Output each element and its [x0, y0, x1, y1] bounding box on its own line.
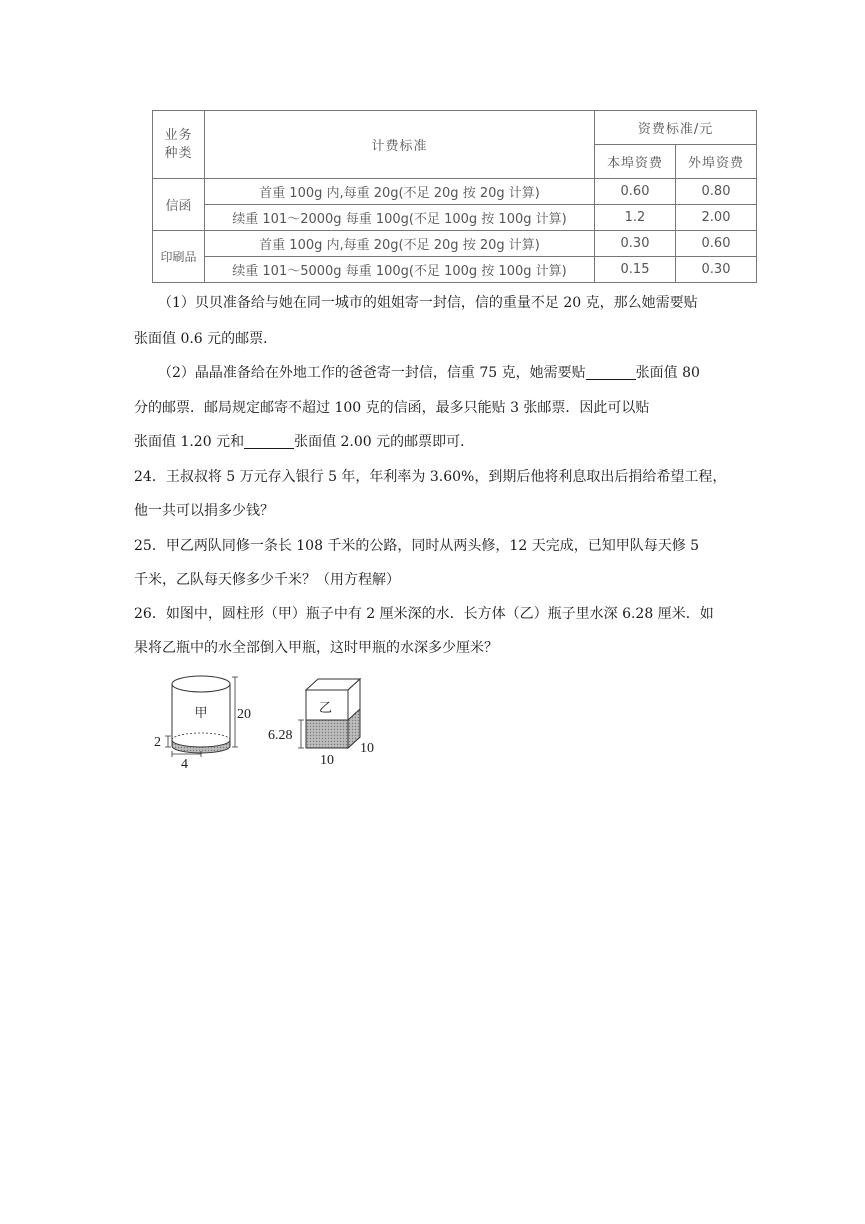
cylinder-diameter-label: 4	[181, 757, 188, 772]
cuboid-bottle-yi	[268, 679, 374, 768]
rate-local: 0.15	[595, 257, 676, 283]
rate-local: 1.2	[595, 205, 676, 231]
header-business-type: 业务种类	[153, 111, 205, 179]
answer-blank[interactable]	[586, 363, 636, 380]
q23-part1-line1: （1）贝贝准备给与她在同一城市的姐姐寄一封信，信的重量不足 20 克，那么她需要贴	[158, 295, 698, 311]
rate-local: 0.60	[595, 179, 676, 205]
cuboid-water-depth-label: 6.28	[268, 728, 293, 743]
q26-line2: 果将乙瓶中的水全部倒入甲瓶，这时甲瓶的水深多少厘米？	[134, 640, 498, 656]
cuboid-depth-label: 10	[360, 741, 374, 756]
rate-standard: 首重 100g 内,每重 20g(不足 20g 按 20g 计算)	[205, 179, 595, 205]
header-nonlocal-fee: 外埠资费	[676, 145, 757, 179]
q23-part2-text-b: 张面值 80	[635, 365, 700, 381]
cylinder-water-depth-label: 2	[154, 735, 161, 750]
q25-line2: 千米，乙队每天修多少千米？（用方程解）	[134, 572, 400, 588]
rate-nonlocal: 0.30	[676, 257, 757, 283]
category-printed-matter: 印刷品	[153, 231, 205, 283]
rate-nonlocal: 0.80	[676, 179, 757, 205]
cylinder-label: 甲	[194, 705, 208, 720]
rate-nonlocal: 2.00	[676, 205, 757, 231]
q23-part2-line2: 分的邮票．邮局规定邮寄不超过 100 克的信函，最多只能贴 3 张邮票．因此可以贴	[134, 400, 650, 416]
q23-part2-text-d: 张面值 2.00 元的邮票即可．	[294, 434, 475, 450]
rate-standard: 续重 101～2000g 每重 100g(不足 100g 按 100g 计算)	[205, 205, 595, 231]
q23-part1-line2: 张面值 0.6 元的邮票．	[134, 331, 278, 347]
cylinder-bottle-jia	[154, 676, 251, 772]
rate-standard: 续重 101～5000g 每重 100g(不足 100g 按 100g 计算)	[205, 257, 595, 283]
rate-nonlocal: 0.60	[676, 231, 757, 257]
q24-line2: 他一共可以捐多少钱？	[134, 503, 274, 519]
q23-part2-text-c: 张面值 1.20 元和	[134, 434, 245, 450]
postage-rate-table	[152, 110, 756, 278]
q23-part2-line1	[158, 363, 700, 383]
rate-standard: 首重 100g 内,每重 20g(不足 20g 按 20g 计算)	[205, 231, 595, 257]
header-local-fee: 本埠资费	[595, 145, 676, 179]
cuboid-width-label: 10	[320, 753, 334, 768]
category-letter: 信函	[153, 179, 205, 231]
answer-blank[interactable]	[244, 432, 294, 449]
q24-line1: 24．王叔叔将 5 万元存入银行 5 年，年利率为 3.60%，到期后他将利息取出后捐给希望工程，	[134, 469, 727, 485]
bottles-figure	[150, 668, 390, 772]
cuboid-label: 乙	[319, 700, 333, 715]
header-billing-standard: 计费标准	[205, 111, 595, 179]
header-fee-standard: 资费标准/元	[595, 111, 757, 145]
q25-line1: 25．甲乙两队同修一条长 108 千米的公路，同时从两头修，12 天完成，已知甲队每天修 5	[134, 538, 700, 554]
q23-part2-text-a: （2）晶晶准备给在外地工作的爸爸寄一封信，信重 75 克，她需要贴	[158, 365, 586, 381]
q23-part2-line3	[134, 432, 474, 452]
q26-line1: 26．如图中，圆柱形（甲）瓶子中有 2 厘米深的水．长方体（乙）瓶子里水深 6.28 厘米．如	[134, 606, 714, 622]
cylinder-height-label: 20	[237, 707, 251, 722]
rate-local: 0.30	[595, 231, 676, 257]
